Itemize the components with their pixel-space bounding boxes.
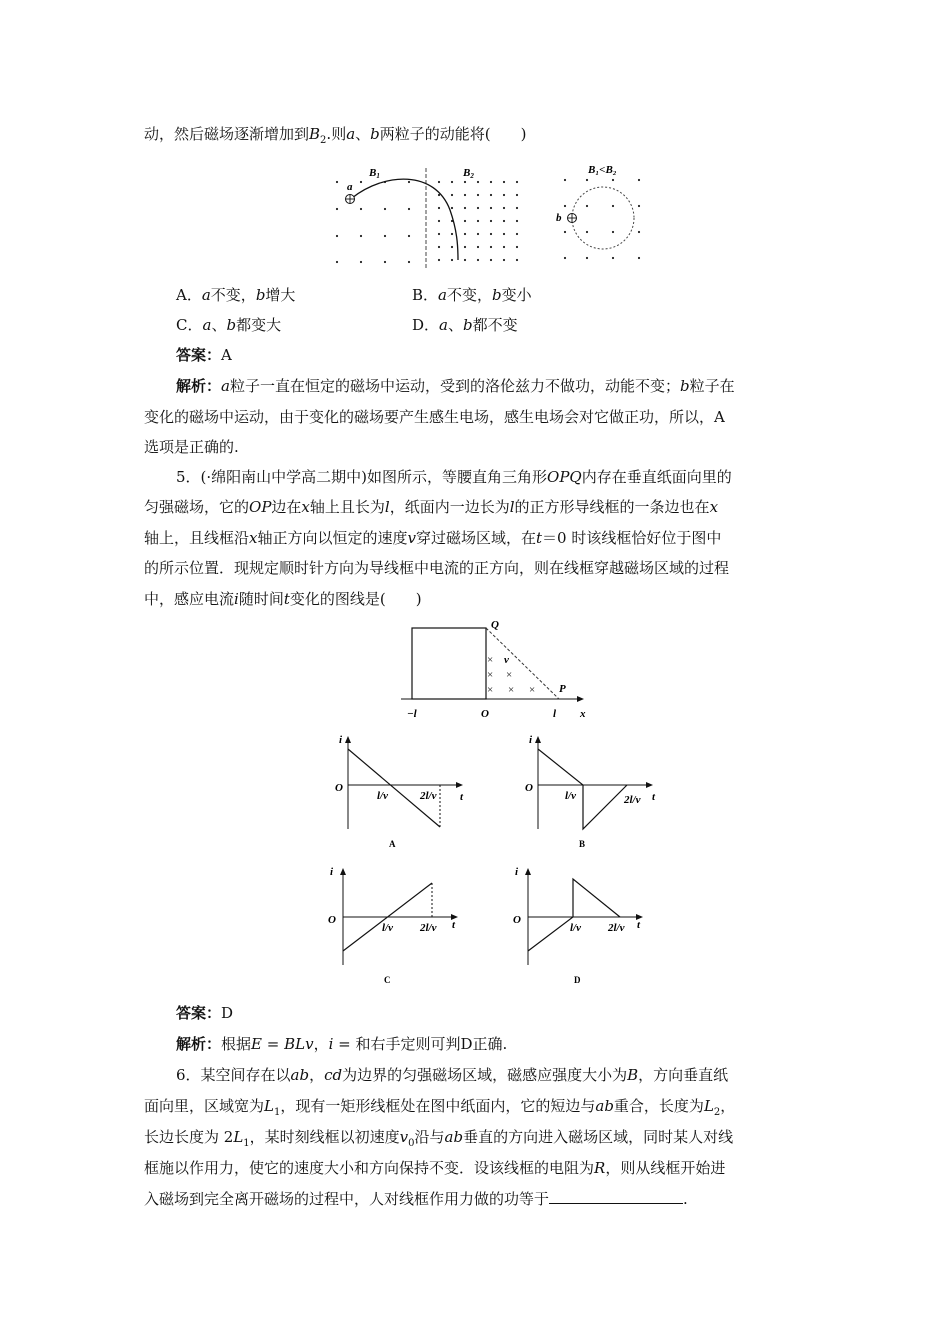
q5-label-o: O — [481, 708, 489, 720]
q5-graph-a-o: O — [335, 782, 343, 794]
field-dot — [490, 194, 492, 196]
q5-graph-a — [330, 733, 480, 853]
q5-graph-a-line — [348, 749, 440, 827]
q4-label-b2: B2 — [463, 167, 474, 180]
field-dot — [464, 194, 466, 196]
q4-label-b1: B1 — [369, 167, 380, 180]
field-dot — [638, 205, 640, 207]
field-dot — [586, 179, 588, 181]
q4-stem-line — [144, 124, 527, 151]
field-dot — [477, 181, 479, 183]
q5-x-axis-arrow — [577, 696, 584, 702]
field-dot — [384, 208, 386, 210]
q5-label-v: v — [504, 654, 509, 666]
q5-cross: × — [487, 669, 494, 681]
field-dot — [516, 207, 518, 209]
q4-stem-b2: B — [309, 125, 321, 143]
field-dot — [464, 181, 466, 183]
q5-label-neg-l: −l — [407, 708, 417, 720]
q4-stem-b2-sub: 2 — [320, 135, 327, 146]
field-dot — [516, 194, 518, 196]
q4-stem-var-b: b — [370, 125, 380, 143]
q5-label-l: l — [553, 708, 557, 720]
field-dot — [408, 261, 410, 263]
q5-stem-line-2: 匀强磁场，它的OP边在x轴上且长为l，纸面内一边长为l的正方形导线框的一条边也在x — [144, 498, 719, 516]
q5-graph-c-i: i — [330, 866, 334, 878]
q4-answer-label: 答案： — [176, 346, 222, 364]
field-dot — [451, 246, 453, 248]
field-dot — [408, 235, 410, 237]
q5-graph-b-lv: l/v — [565, 790, 576, 802]
q4-analysis-line-2: 变化的磁场中运动，由于变化的磁场要产生感生电场，感生电场会对它做正功，所以，A — [144, 408, 725, 426]
q5-graph-a-i: i — [339, 734, 343, 746]
q5-graph-d-2lv: 2l/v — [608, 922, 625, 934]
field-dot — [516, 181, 518, 183]
field-dot — [336, 261, 338, 263]
q6-line-1: 6．某空间存在以ab，cd为边界的匀强磁场区域，磁感应强度大小为B，方向垂直纸 — [176, 1066, 729, 1084]
field-dot — [360, 261, 362, 263]
q5-graph-c — [325, 865, 475, 990]
q5-graph-d-t: t — [637, 919, 641, 931]
field-dot — [612, 231, 614, 233]
field-dot — [451, 259, 453, 261]
q4-analysis-line-3: 选项是正确的. — [144, 438, 239, 456]
q5-triangle-hypotenuse — [486, 628, 559, 699]
q4-stem-var-a: a — [346, 125, 356, 143]
field-dot — [586, 205, 588, 207]
field-dot — [438, 246, 440, 248]
q5-stem-line-4: 的所示位置．现规定顺时针方向为导线框中电流的正方向，则在线框穿越磁场区域的过程 — [144, 559, 730, 577]
field-dot — [503, 194, 505, 196]
field-dot — [464, 220, 466, 222]
q5-label-x: x — [580, 708, 586, 720]
field-dot — [384, 261, 386, 263]
q4-stem-text: 动，然后磁场逐渐增加到 — [144, 125, 310, 143]
field-dot — [477, 246, 479, 248]
q5-cross: × — [487, 684, 494, 696]
q4-stem-text-3: 两粒子的动能将( ) — [379, 125, 527, 143]
field-dot — [464, 246, 466, 248]
q5-answer-label: 答案： — [176, 1004, 222, 1022]
q5-analysis: 解析：根据E = BLv，i = 和右手定则可判D正确. — [176, 1035, 508, 1053]
q6-line-5: 入磁场到完全离开磁场的过程中，人对线框作用力做的功等于 . — [144, 1190, 688, 1208]
q5-stem-line-3: 轴上，且线框沿x轴正方向以恒定的速度v穿过磁场区域，在t＝0 时该线框恰好位于图中 — [144, 529, 722, 547]
q5-field-crosses — [487, 654, 535, 696]
q4-label-b: b — [556, 212, 562, 224]
field-dot — [564, 205, 566, 207]
field-dot — [586, 231, 588, 233]
field-dot — [384, 235, 386, 237]
field-dot — [477, 233, 479, 235]
field-dot — [464, 207, 466, 209]
field-dot — [336, 208, 338, 210]
q5-graph-a-t: t — [460, 791, 464, 803]
field-dot — [336, 235, 338, 237]
q5-setup-figure — [395, 620, 595, 725]
q5-square-loop — [412, 628, 486, 699]
field-dot — [451, 181, 453, 183]
q4-label-a: a — [347, 181, 353, 193]
q5-graph-c-2lv: 2l/v — [420, 922, 437, 934]
field-dot — [438, 181, 440, 183]
q5-graph-b — [520, 733, 670, 853]
q5-graph-d — [510, 865, 660, 990]
q4-label-b1-lt-b2: B₁<B₂ — [588, 164, 617, 176]
q5-graph-b-caption: B — [579, 839, 586, 849]
q5-graph-b-2lv: 2l/v — [624, 794, 641, 806]
field-dot — [586, 257, 588, 259]
field-dot — [503, 181, 505, 183]
field-dot — [490, 207, 492, 209]
q5-graph-c-caption: C — [384, 975, 391, 985]
q4-field-dots-right — [438, 181, 518, 261]
field-dot — [336, 181, 338, 183]
q5-cross: × — [506, 669, 513, 681]
q5-stem-line-5: 中，感应电流i随时间t变化的图线是( ) — [144, 590, 422, 608]
field-dot — [477, 259, 479, 261]
q5-graph-a-2lv: 2l/v — [420, 790, 437, 802]
field-dot — [438, 220, 440, 222]
q4-particle-a-trajectory — [352, 179, 458, 260]
field-dot — [438, 259, 440, 261]
q4-option-c[interactable]: C．a、b都变大 — [176, 316, 282, 334]
field-dot — [612, 257, 614, 259]
field-dot — [612, 205, 614, 207]
field-dot — [490, 181, 492, 183]
q4-option-b[interactable]: B．a不变，b变小 — [412, 286, 532, 304]
q4-analysis-line-1: 解析：a粒子一直在恒定的磁场中运动，受到的洛伦兹力不做功，动能不变；b粒子在 — [176, 377, 735, 395]
q6-answer-blank[interactable] — [549, 1189, 683, 1204]
field-dot — [638, 231, 640, 233]
field-dot — [503, 259, 505, 261]
q5-answer — [176, 1003, 233, 1023]
q4-magnetic-field-figure — [325, 160, 655, 275]
q4-stem-sep: 、 — [355, 125, 371, 143]
field-dot — [638, 257, 640, 259]
field-dot — [516, 259, 518, 261]
field-dot — [464, 259, 466, 261]
q6-line-4: 框施以作用力，使它的速度大小和方向保持不变．设该线框的电阻为R，则从线框开始进 — [144, 1159, 726, 1177]
q4-field-dots-left — [336, 181, 410, 263]
q5-cross: × — [529, 684, 536, 696]
field-dot — [503, 246, 505, 248]
field-dot — [503, 233, 505, 235]
q5-graph-d-line — [528, 879, 620, 951]
q4-answer-value: A — [221, 346, 232, 364]
q5-stem-line-1: 5．(·绵阳南山中学高二期中)如图所示，等腰直角三角形OPQ内存在垂直纸面向里的 — [176, 468, 732, 486]
field-dot — [564, 231, 566, 233]
field-dot — [477, 207, 479, 209]
q5-graph-a-lv: l/v — [377, 790, 388, 802]
field-dot — [503, 220, 505, 222]
q4-stem-text-2: .则 — [326, 125, 347, 143]
field-dot — [503, 207, 505, 209]
q5-label-q: Q — [491, 620, 499, 631]
q5-graph-c-lv: l/v — [382, 922, 393, 934]
q5-graph-d-lv: l/v — [570, 922, 581, 934]
field-dot — [516, 246, 518, 248]
q5-graph-d-caption: D — [574, 975, 581, 985]
field-dot — [516, 233, 518, 235]
field-dot — [564, 257, 566, 259]
field-dot — [612, 179, 614, 181]
field-dot — [360, 208, 362, 210]
q5-graph-c-o: O — [328, 914, 336, 926]
field-dot — [464, 233, 466, 235]
q5-cross: × — [508, 684, 515, 696]
field-dot — [451, 233, 453, 235]
field-dot — [408, 208, 410, 210]
q6-line-3: 长边长度为 $2L_1$，某时刻线框以初速度$v_0$沿与ab垂直的方向进入磁场区域，同时某人对线 — [144, 1128, 734, 1149]
field-dot — [477, 194, 479, 196]
q5-graph-c-t: t — [452, 919, 456, 931]
q4-particle-b-orbit — [572, 187, 634, 249]
field-dot — [438, 233, 440, 235]
q4-answer — [176, 345, 232, 365]
field-dot — [451, 194, 453, 196]
q5-graph-b-i: i — [529, 734, 533, 746]
field-dot — [490, 259, 492, 261]
field-dot — [490, 220, 492, 222]
field-dot — [451, 207, 453, 209]
field-dot — [490, 246, 492, 248]
field-dot — [438, 207, 440, 209]
field-dot — [490, 233, 492, 235]
q4-option-d[interactable]: D．a、b都不变 — [412, 316, 518, 334]
q5-graph-b-o: O — [525, 782, 533, 794]
field-dot — [360, 181, 362, 183]
q5-graph-d-o: O — [513, 914, 521, 926]
q5-label-p: P — [559, 683, 566, 695]
q5-graph-b-t: t — [652, 791, 656, 803]
field-dot — [564, 179, 566, 181]
q6-line-2: 面向里，区域宽为$L_1$，现有一矩形线框处在图中纸面内，它的短边与ab重合，长度为$L_2$， — [144, 1097, 736, 1118]
q5-cross: × — [487, 654, 494, 666]
field-dot — [638, 179, 640, 181]
q4-option-a[interactable]: A．a不变，b增大 — [176, 286, 296, 304]
q5-answer-value: D — [221, 1004, 234, 1022]
field-dot — [477, 220, 479, 222]
field-dot — [408, 181, 410, 183]
field-dot — [516, 220, 518, 222]
q5-graph-a-caption: A — [389, 839, 396, 849]
field-dot — [360, 235, 362, 237]
q5-graph-d-i: i — [515, 866, 519, 878]
